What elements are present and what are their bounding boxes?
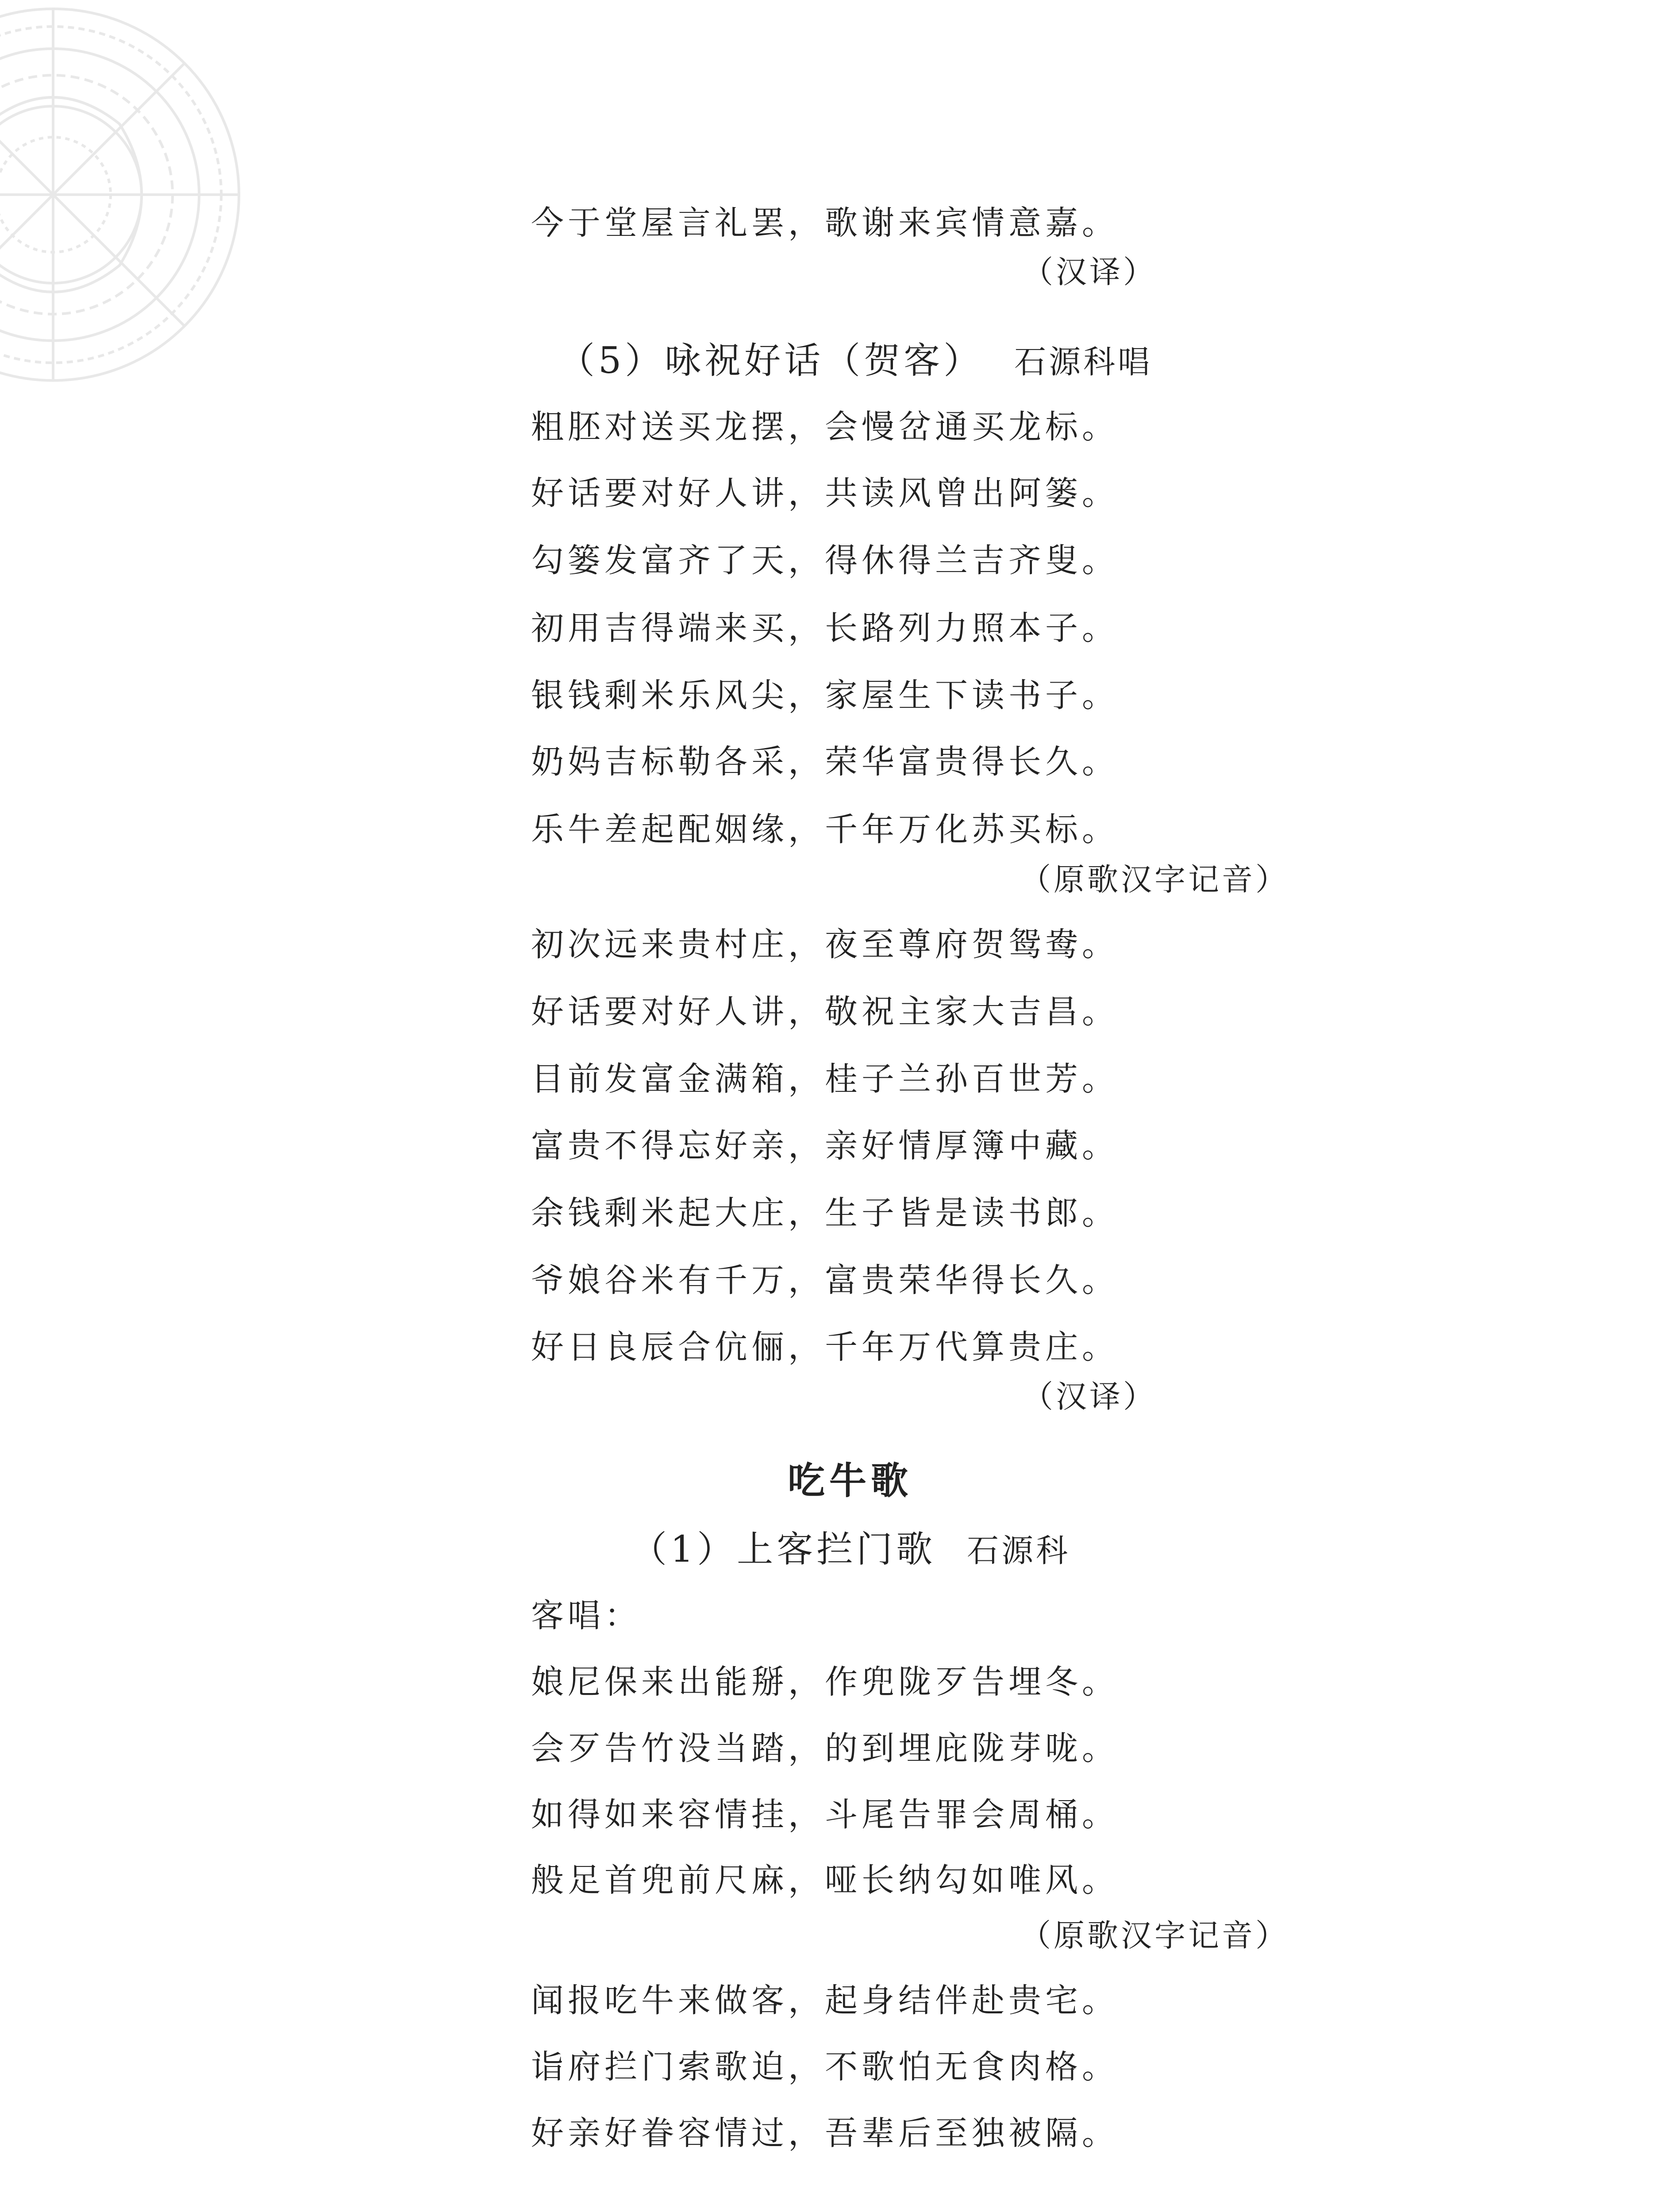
verse-line: 好话要对好人讲，共读风曾出阿篓。 bbox=[531, 474, 1119, 512]
verse-line: 今于堂屋言礼罢，歌谢来宾情意嘉。 bbox=[531, 204, 1119, 242]
verse-line: 乐牛差起配姻缘，千年万化苏买标。 bbox=[531, 810, 1119, 849]
verse-line: 闻报吃牛来做客，起身结伴赴贵宅。 bbox=[531, 1982, 1119, 2020]
section-title: （1）上客拦门歌 bbox=[631, 1528, 936, 1571]
verse-line: 诣府拦门索歌迫，不歌怕无食肉格。 bbox=[531, 2048, 1119, 2086]
verse-line: 奶妈吉标勒各采，荣华富贵得长久。 bbox=[531, 743, 1119, 781]
speaker-label: 客唱： bbox=[531, 1597, 641, 1635]
verse-line: 般足首兜前尺麻，哑长纳勾如唯风。 bbox=[531, 1861, 1119, 1899]
transcription-note: （原歌汉字记音） bbox=[1020, 861, 1289, 898]
verse-line: 好亲好眷容情过，吾辈后至独被隔。 bbox=[531, 2114, 1119, 2152]
verse-line: 银钱剩米乐风尖，家屋生下读书子。 bbox=[531, 676, 1119, 714]
song-title: 吃牛歌 bbox=[788, 1459, 913, 1502]
verse-line: 余钱剩米起大庄，生子皆是读书郎。 bbox=[531, 1194, 1119, 1232]
verse-line: 娘尼保来出能掰，作兜陇歹告埋冬。 bbox=[531, 1663, 1119, 1701]
verse-line: 好话要对好人讲，敬祝主家大吉昌。 bbox=[531, 993, 1119, 1031]
singer-name: 石源科 bbox=[967, 1532, 1071, 1569]
transcription-note: （原歌汉字记音） bbox=[1020, 1917, 1289, 1954]
verse-line: 勾篓发富齐了天，得休得兰吉齐叟。 bbox=[531, 541, 1119, 580]
verse-line: 好日良辰合伉俪，千年万代算贵庄。 bbox=[531, 1328, 1119, 1366]
verse-line: 目前发富金满箱，桂子兰孙百世芳。 bbox=[531, 1060, 1119, 1098]
translation-note: （汉译） bbox=[1022, 1379, 1157, 1415]
singer-name: 石源科唱 bbox=[1014, 343, 1153, 380]
section-heading bbox=[631, 1528, 1071, 1571]
paper-cut-ornament bbox=[0, 0, 252, 549]
section-title: （5）咏祝好话（贺客） bbox=[558, 340, 984, 382]
section-heading bbox=[558, 340, 1153, 382]
verse-line: 富贵不得忘好亲，亲好情厚簿中藏。 bbox=[531, 1127, 1119, 1165]
verse-line: 会歹告竹没当踏，的到埋庇陇芽咙。 bbox=[531, 1729, 1119, 1767]
verse-line: 爷娘谷米有千万，富贵荣华得长久。 bbox=[531, 1261, 1119, 1299]
translation-note: （汉译） bbox=[1022, 254, 1157, 290]
verse-line: 初用吉得端来买，长路列力照本子。 bbox=[531, 609, 1119, 647]
verse-line: 如得如来容情挂，斗尾告罪会周桶。 bbox=[531, 1796, 1119, 1834]
verse-line: 初次远来贵村庄，夜至尊府贺鸳鸯。 bbox=[531, 926, 1119, 964]
verse-line: 粗胚对送买龙摆，会慢岔通买龙标。 bbox=[531, 408, 1119, 446]
